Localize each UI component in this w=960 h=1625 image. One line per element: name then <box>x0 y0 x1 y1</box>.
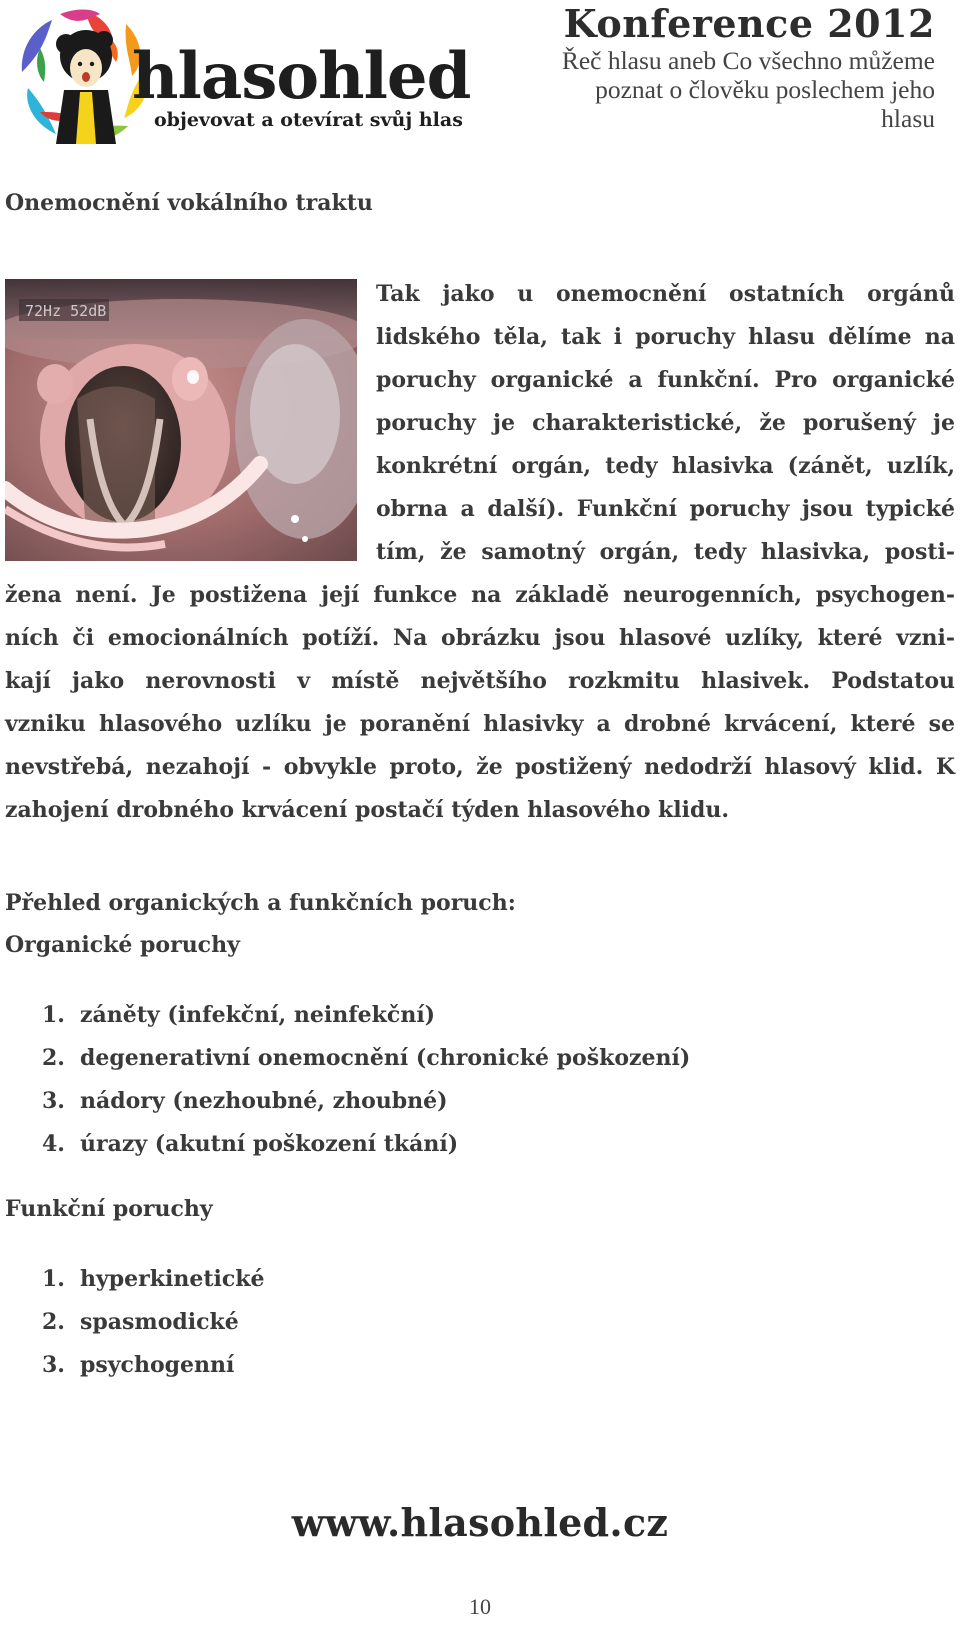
paragraph-line: obrna a další). Funkční poruchy jsou typické <box>376 496 955 522</box>
page-header <box>0 0 960 160</box>
paragraph-line: kají jako nerovnosti v místě největšího rozkmitu hlasivek. Podstatou <box>5 668 955 694</box>
paragraph-line: poruchy je charakteristické, že porušený je <box>376 410 955 436</box>
paragraph-line: Tak jako u onemocnění ostatních orgánů <box>376 281 955 307</box>
list-item: 1. hyperkinetické <box>42 1266 265 1292</box>
list-item: 1. záněty (infekční, neinfekční) <box>42 1002 436 1028</box>
vocal-folds-photo <box>5 279 357 561</box>
conference-title: Konference 2012 <box>563 1 935 46</box>
paragraph-line: lidského těla, tak i poruchy hlasu dělíme na <box>376 324 955 350</box>
svg-text:hlasohled: hlasohled <box>132 39 471 114</box>
conference-subtitle-line: Řeč hlasu aneb Co všechno můžeme <box>561 46 935 75</box>
paragraph-line: zahojení drobného krvácení postačí týden hlasového klidu. <box>5 797 730 823</box>
list-item: 3. psychogenní <box>42 1352 235 1378</box>
organic-list <box>42 994 690 1166</box>
photo-overlay-label: 72Hz 52dB <box>25 302 107 320</box>
list-item: 3. nádory (nezhoubné, zhoubné) <box>42 1088 448 1114</box>
svg-text:objevovat a otevírat svůj hlas: objevovat a otevírat svůj hlas <box>154 109 463 131</box>
paragraph-line: ních či emocionálních potíží. Na obrázku jsou hlasové uzlíky, které vzni- <box>5 625 955 651</box>
paragraph-line: žena není. Je postižena její funkce na základě neurogenních, psychogen- <box>5 582 955 608</box>
paragraph-line: tím, že samotný orgán, tedy hlasivka, posti- <box>376 539 955 565</box>
list-item: 4. úrazy (akutní poškození tkání) <box>42 1131 459 1157</box>
paragraph-line: vzniku hlasového uzlíku je poranění hlasivky a drobné krvácení, které se <box>5 711 955 737</box>
page-number: 10 <box>469 1594 491 1619</box>
organic-heading: Organické poruchy <box>5 932 240 958</box>
paragraph-line: nevstřebá, nezahojí - obvykle proto, že postižený nedodrží hlasový klid. K <box>5 754 955 780</box>
overview-heading: Přehled organických a funkčních poruch: <box>5 890 516 916</box>
functional-list <box>42 1258 265 1387</box>
paragraph-line: poruchy organické a funkční. Pro organické <box>376 367 955 393</box>
paragraph-full-width <box>5 574 955 832</box>
conference-info <box>495 2 935 133</box>
conference-subtitle-line: hlasu <box>881 104 935 133</box>
website-link[interactable]: www.hlasohled.cz <box>291 1500 669 1545</box>
conference-subtitle-line: poznat o člověku poslechem jeho <box>595 75 935 104</box>
paragraph-right-column <box>376 273 955 574</box>
section-title: Onemocnění vokálního traktu <box>5 190 373 216</box>
functional-heading: Funkční poruchy <box>5 1196 213 1222</box>
hlasohled-logo <box>4 6 484 152</box>
paragraph-line: konkrétní orgán, tedy hlasivka (zánět, uzlík, <box>376 453 955 479</box>
list-item: 2. degenerativní onemocnění (chronické poškození) <box>42 1045 691 1071</box>
list-item: 2. spasmodické <box>42 1309 239 1335</box>
